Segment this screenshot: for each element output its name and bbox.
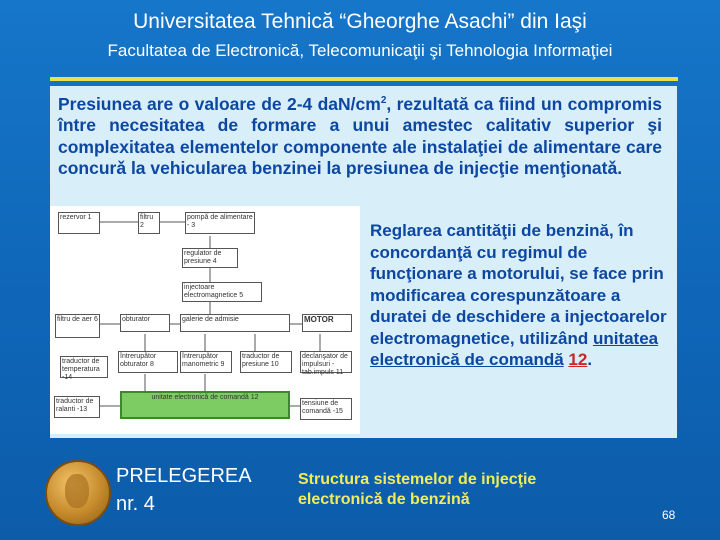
slide-title-line1: Structura sistemelor de injecţie: [298, 471, 537, 488]
header-title: Universitatea Tehnică “Gheorghe Asachi” din Iaşi: [133, 10, 587, 33]
lecture-line2: nr. 4: [116, 493, 155, 515]
page-number: 68: [662, 508, 676, 522]
right-paragraph-text: Reglarea cantităţii de benzină, în concordanţă cu regimul de funcţionare a motorului, se face prin modificarea corespunzătoare a duratei de deschidere a injectoarelor electromagnetice, utilizând: [370, 221, 667, 348]
injection-system-diagram: [50, 206, 360, 434]
paragraph-start: Presiunea are o valoare de 2-4 daN/cm: [58, 93, 381, 114]
divider-rule: [50, 77, 678, 81]
lecture-line1: PRELEGEREA: [116, 465, 252, 487]
paragraph-superscript: 2: [380, 95, 387, 106]
box-filtru-aer: filtru de aer 6: [55, 314, 100, 338]
ecu-link-text: unitatea electronică de comandă: [370, 328, 659, 369]
right-paragraph-end: .: [587, 350, 593, 369]
box-unitate-electronica: unitate electronică de comandă 12: [120, 391, 290, 419]
box-intrerupator-manometric: întrerupător manometric 9: [180, 351, 232, 373]
box-rezervor: rezervor 1: [58, 212, 100, 234]
box-traductor-presiune: traductor de presiune 10: [240, 351, 292, 373]
right-paragraph: [370, 220, 680, 371]
lecture-label: [116, 462, 252, 518]
box-intrerupator-obturator: întrerupător obturator 8: [118, 351, 178, 373]
header-subtitle: Facultatea de Electronică, Telecomunicaţii şi Tehnologia Informaţiei: [107, 41, 613, 60]
box-tensiune: tensiune de comandă -15: [300, 398, 352, 420]
paragraph-rest: , rezultată ca fiind un compromis între necesitatea de formare a unui amestec calitativ superior şi complexitatea elementelor componente ale instalaţiei de alimentare care concurǎ la vehicularea benzinei la presiunea de injecţie menţionatǎ.: [58, 93, 662, 179]
main-paragraph: [58, 90, 662, 180]
slide-title-line2: electronicǎ de benzinǎ: [298, 491, 470, 508]
box-regulator: regulator de presiune 4: [182, 248, 238, 268]
box-pompa: pompă de alimentare - 3: [185, 212, 255, 234]
box-obturator: obturator: [120, 314, 170, 332]
medal-portrait: [65, 474, 89, 508]
medal-logo: [45, 460, 111, 526]
box-traductor-ralanti: traductor de ralanti -13: [54, 396, 100, 418]
slide-title: [298, 470, 536, 510]
ecu-number: 12: [568, 350, 588, 369]
box-filtru: filtru 2: [138, 212, 160, 234]
box-motor: MOTOR: [302, 314, 352, 332]
box-traductor-temperatura: traductor de temperatura -14: [60, 356, 108, 378]
box-declansator: declanşator de impulsuri - tab.impuls 11: [300, 351, 352, 373]
box-galerie: galerie de admisie: [180, 314, 290, 332]
box-injectoare: injectoare electromagnetice 5: [182, 282, 262, 302]
